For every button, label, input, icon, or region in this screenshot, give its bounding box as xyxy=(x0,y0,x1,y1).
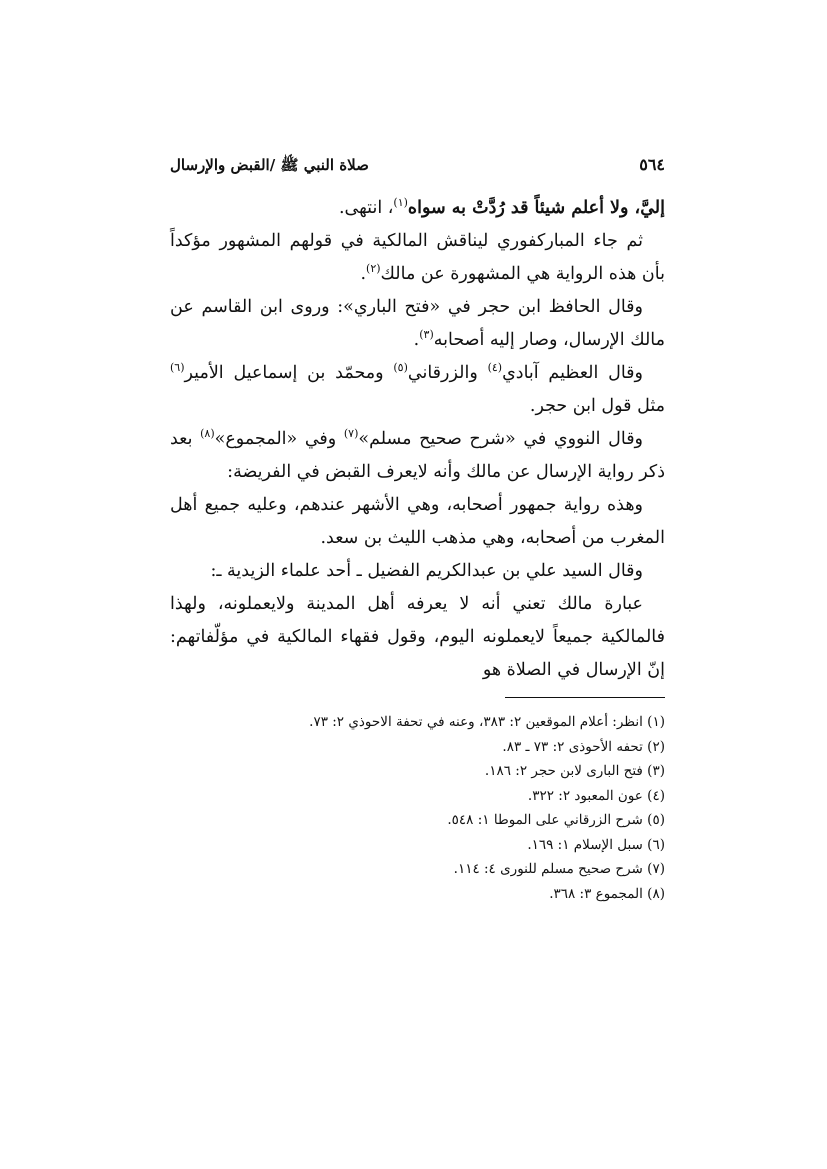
footnote-ref: (٨) xyxy=(200,427,215,441)
text-run: وقال النووي في «شرح صحيح مسلم» xyxy=(358,429,644,449)
footnote-number: (٨) xyxy=(647,885,665,902)
text-run: والزرقاني xyxy=(407,363,488,383)
paragraph xyxy=(170,489,665,555)
footnote-ref: (٣) xyxy=(419,328,434,342)
footnotes xyxy=(170,710,665,906)
text-run: ، انتهى. xyxy=(338,198,394,218)
page-number: ٥٦٤ xyxy=(639,155,665,174)
text-run: عبارة مالك تعني أنه لا يعرفه أهل المدينة ولايعملونه، ولهذا فالمالكية جميعاً لايعملونه اليوم، وقول فقهاء المالكية في مؤلّفاتهم: إنّ الإرسال في الصلاة هو xyxy=(170,594,665,680)
paragraph xyxy=(170,225,665,291)
footnote-text: تحفه الأحوذى ٢: ٧٣ ـ ٨٣. xyxy=(502,738,643,755)
text-run: مثل قول ابن حجر. xyxy=(529,396,665,416)
footnote-number: (٢) xyxy=(647,738,665,755)
paragraph xyxy=(170,357,665,423)
text-run: وقال العظيم آبادي xyxy=(502,363,643,383)
text-run: وقال الحافظ ابن حجر في «فتح الباري»: وروى ابن القاسم عن مالك الإرسال، وصار إليه أصحابه xyxy=(170,297,665,350)
footnote-text: شرح الزرقاني على الموطا ١: ٥٤٨. xyxy=(447,812,643,828)
footnote-text: المجموع ٣: ٣٦٨. xyxy=(549,885,643,902)
text-run: . xyxy=(413,330,420,350)
paragraph xyxy=(170,423,665,489)
text-run: بعد ذكر رواية الإرسال عن مالك وأنه لايعرف القبض في الفريضة: xyxy=(170,429,665,482)
footnote-number: (٦) xyxy=(647,836,665,853)
book-page xyxy=(170,150,665,906)
footnote-ref: (١) xyxy=(393,196,408,210)
footnote-text: فتح البارى لابن حجر ٢: ١٨٦. xyxy=(484,763,643,779)
footnote-number: (١) xyxy=(647,714,665,730)
footnote xyxy=(170,710,665,735)
page-header xyxy=(170,150,665,180)
paragraph xyxy=(170,291,665,357)
footnote-number: (٥) xyxy=(647,812,665,828)
footnote-separator xyxy=(505,697,665,698)
footnote-ref: (٢) xyxy=(366,262,381,276)
footnote-ref: (٤) xyxy=(487,361,503,375)
footnote-ref: (٦) xyxy=(170,361,185,375)
footnote xyxy=(170,833,665,858)
text-run: ومحمّد بن إسماعيل الأمير xyxy=(184,363,394,383)
footnote xyxy=(170,882,665,907)
footnote-text: سبل الإسلام ١: ١٦٩. xyxy=(527,836,643,853)
footnote-text: انظر: أعلام الموقعين ٢: ٣٨٣، وعنه في تحفة الاحوذي ٢: ٧٣. xyxy=(309,714,643,730)
footnote-ref: (٧) xyxy=(343,427,359,441)
paragraph xyxy=(170,192,665,225)
text-run: وهذه رواية جمهور أصحابه، وهي الأشهر عندهم، وعليه جميع أهل المغرب من أصحابه، وهي مذهب الليث بن سعد. xyxy=(170,495,665,548)
text-run: وقال السيد علي بن عبدالكريم الفضيل ـ أحد علماء الزيدية ـ: xyxy=(210,561,643,581)
footnote-text: عون المعبود ٢: ٣٢٢. xyxy=(527,787,643,804)
bold-text: إليَّ، ولا أعلم شيئاً قد رُدَّتْ به سواه xyxy=(407,198,665,218)
footnote xyxy=(170,784,665,809)
paragraph xyxy=(170,555,665,588)
paragraph xyxy=(170,588,665,687)
running-title: صلاة النبي ﷺ /القبض والإرسال xyxy=(170,156,369,174)
body-text xyxy=(170,192,665,687)
footnote-text: شرح صحيح مسلم للنورى ٤: ١١٤. xyxy=(453,861,643,877)
footnote xyxy=(170,759,665,784)
footnote-ref: (٥) xyxy=(393,361,408,375)
footnote-number: (٣) xyxy=(647,763,665,779)
text-run: وفي «المجموع» xyxy=(214,429,344,449)
footnote-number: (٧) xyxy=(647,861,665,877)
footnote xyxy=(170,735,665,760)
footnote-number: (٤) xyxy=(647,787,665,804)
footnote xyxy=(170,808,665,833)
text-run: . xyxy=(360,264,367,284)
footnote xyxy=(170,857,665,882)
text-run: ثم جاء المباركفوري ليناقش المالكية في قولهم المشهور مؤكداً بأن هذه الرواية هي المشهورة عن مالك xyxy=(170,231,665,284)
